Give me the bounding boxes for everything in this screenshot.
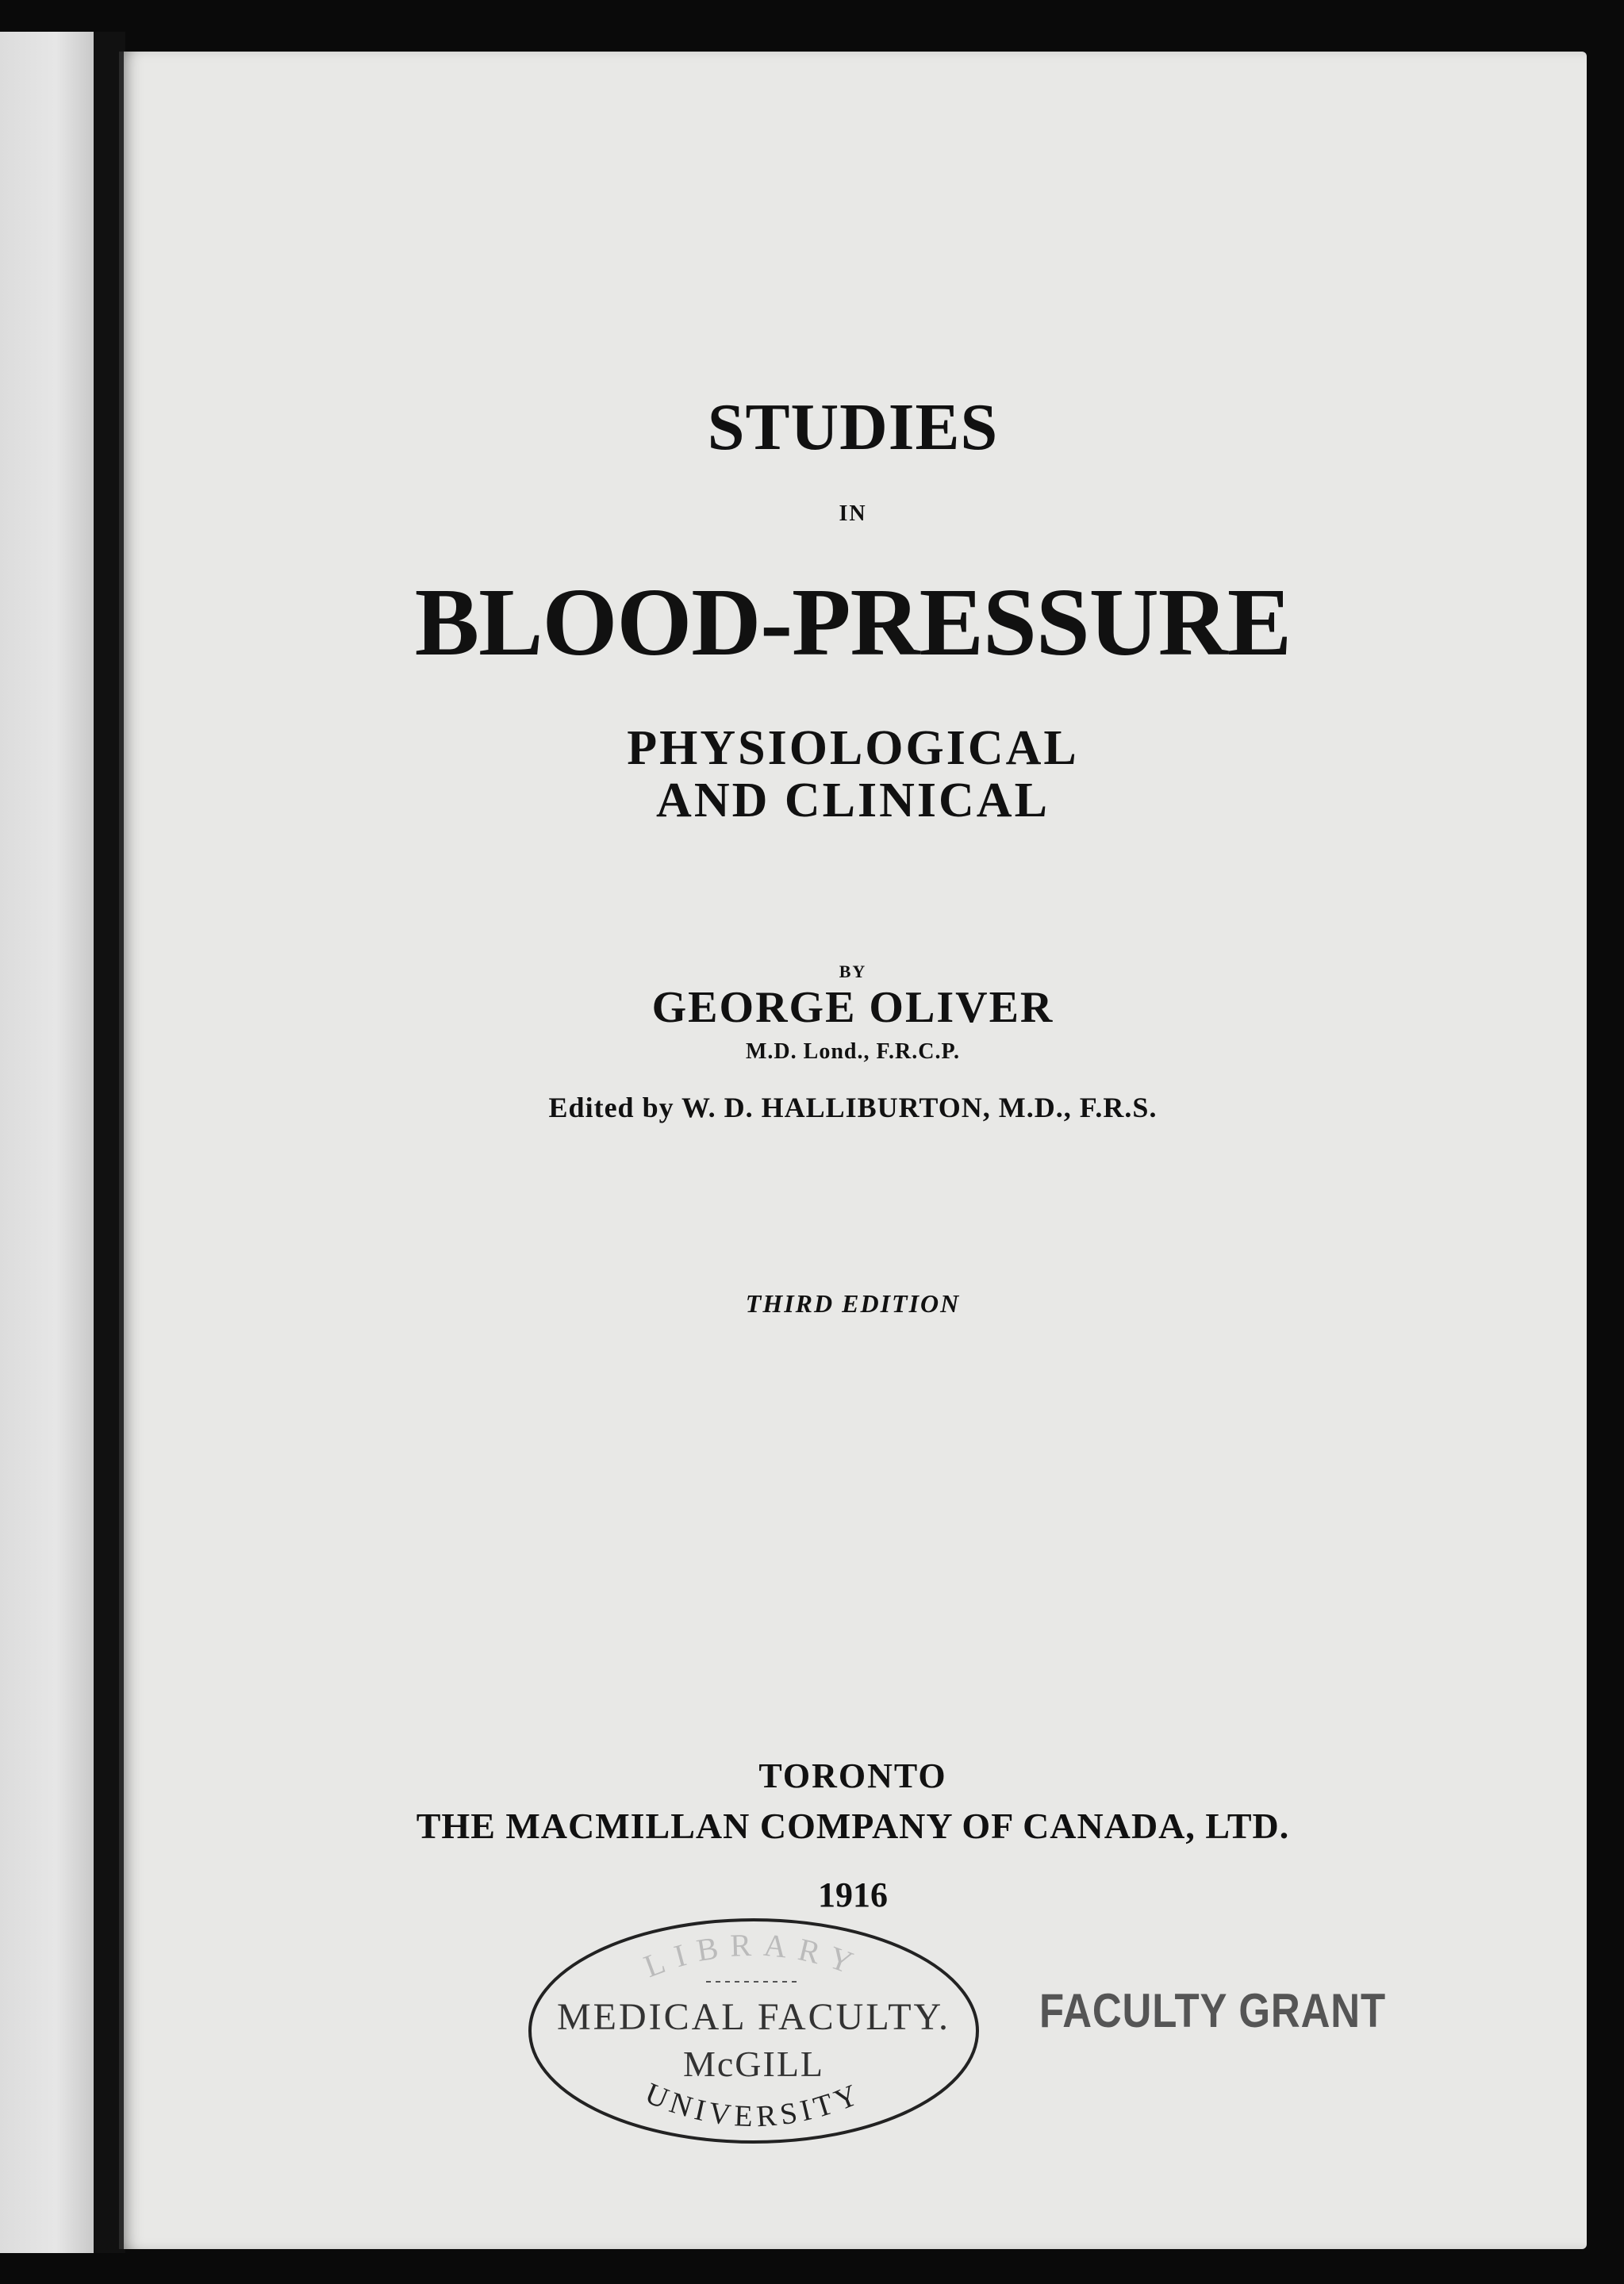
- library-stamp: [524, 1912, 984, 2150]
- by-label: BY: [839, 962, 867, 981]
- title-line-1: STUDIES: [707, 390, 999, 464]
- publisher-city: TORONTO: [758, 1756, 947, 1795]
- stamp-line-1: MEDICAL FACULTY.: [556, 1996, 951, 2038]
- page-spine-edge: [119, 52, 124, 2249]
- stamp-bottom-arc: UNIVERSITY: [640, 2076, 867, 2134]
- subtitle-line-1: PHYSIOLOGICAL: [627, 721, 1079, 775]
- facing-page-edge: [0, 32, 94, 2253]
- publisher-name: THE MACMILLAN COMPANY OF CANADA, LTD.: [416, 1806, 1290, 1846]
- title-connector: IN: [839, 501, 867, 526]
- author-credentials: M.D. Lond., F.R.C.P.: [746, 1039, 960, 1064]
- main-title: BLOOD-PRESSURE: [414, 569, 1292, 676]
- editor-credit: Edited by W. D. HALLIBURTON, M.D., F.R.S.: [548, 1092, 1158, 1123]
- author-name: GEORGE OLIVER: [651, 983, 1054, 1032]
- publication-year: 1916: [818, 1875, 888, 1914]
- subtitle-line-2: AND CLINICAL: [656, 773, 1050, 827]
- subtitle: [119, 722, 1587, 827]
- edition-label: THIRD EDITION: [745, 1289, 961, 1318]
- faculty-grant-stamp: FACULTY GRANT: [1039, 1984, 1386, 2037]
- stamp-top-arc: LIBRARY: [639, 1926, 869, 1985]
- stamp-line-2: McGILL: [682, 2044, 825, 2084]
